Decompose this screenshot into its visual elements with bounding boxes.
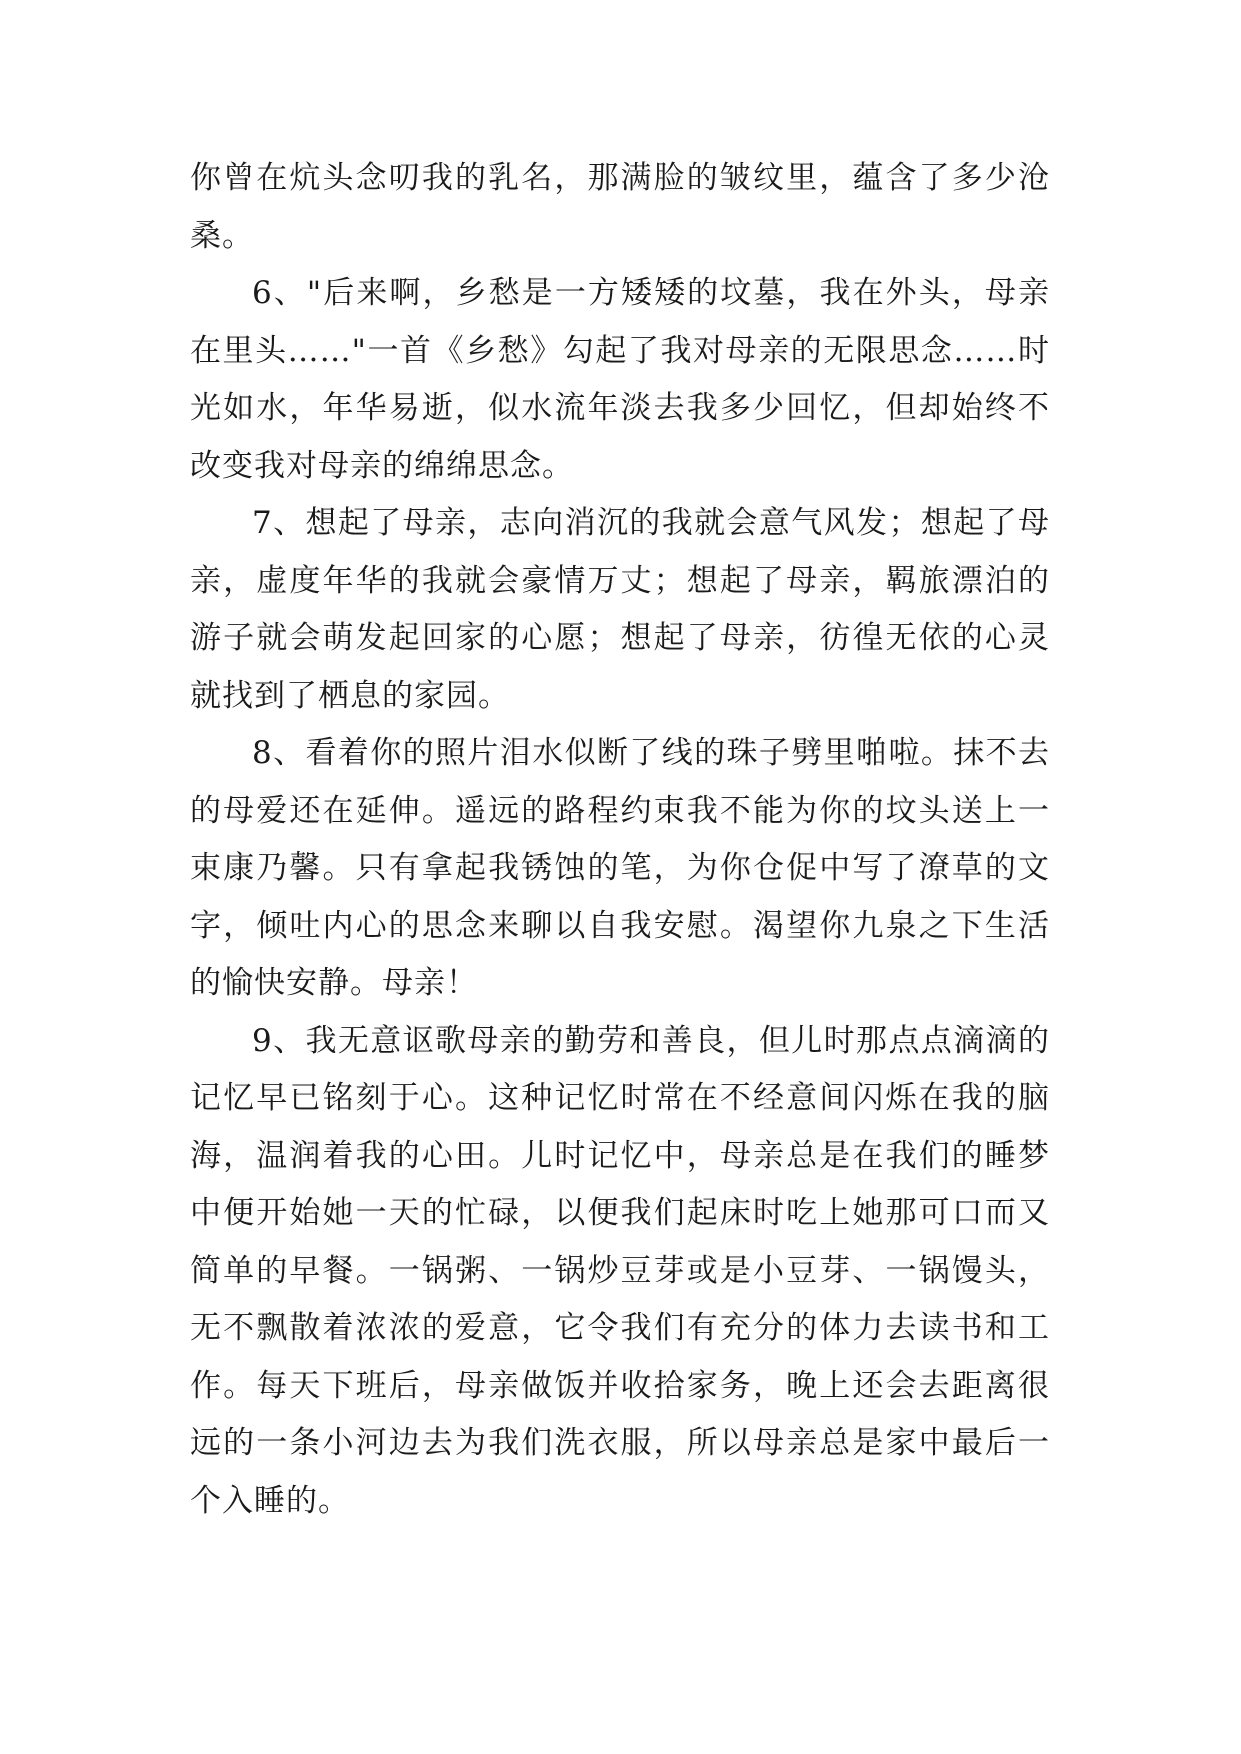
paragraph-item-7: 7、想起了母亲，志向消沉的我就会意气风发；想起了母亲，虚度年华的我就会豪情万丈；想起了母亲，羁旅漂泊的游子就会萌发起回家的心愿；想起了母亲，彷徨无依的心灵就找到了栖息的家园。 — [190, 505, 1050, 714]
paragraph-item-8: 8、看着你的照片泪水似断了线的珠子劈里啪啦。抹不去的母爱还在延伸。遥远的路程约束我不能为你的坟头送上一束康乃馨。只有拿起我锈蚀的笔，为你仓促中写了潦草的文字，倾吐内心的思念来聊以自我安慰。渴望你九泉之下生活的愉快安静。母亲！ — [190, 735, 1050, 1001]
paragraph-continued: 你曾在炕头念叨我的乳名，那满脸的皱纹里，蕴含了多少沧桑。 — [190, 160, 1050, 254]
document-body — [190, 150, 1050, 1530]
paragraph-item-9: 9、我无意讴歌母亲的勤劳和善良，但儿时那点点滴滴的记忆早已铭刻于心。这种记忆时常在不经意间闪烁在我的脑海，温润着我的心田。儿时记忆中，母亲总是在我们的睡梦中便开始她一天的忙碌，以便我们起床时吃上她那可口而又简单的早餐。一锅粥、一锅炒豆芽或是小豆芽、一锅馒头，无不飘散着浓浓的爱意，它令我们有充分的体力去读书和工作。每天下班后，母亲做饭并收拾家务，晚上还会去距离很远的一条小河边去为我们洗衣服，所以母亲总是家中最后一个入睡的。 — [190, 1022, 1050, 1519]
paragraph-item-6: 6、"后来啊，乡愁是一方矮矮的坟墓，我在外头，母亲在里头……"一首《乡愁》勾起了我对母亲的无限思念……时光如水，年华易逝，似水流年淡去我多少回忆，但却始终不改变我对母亲的绵绵思念。 — [190, 275, 1050, 484]
